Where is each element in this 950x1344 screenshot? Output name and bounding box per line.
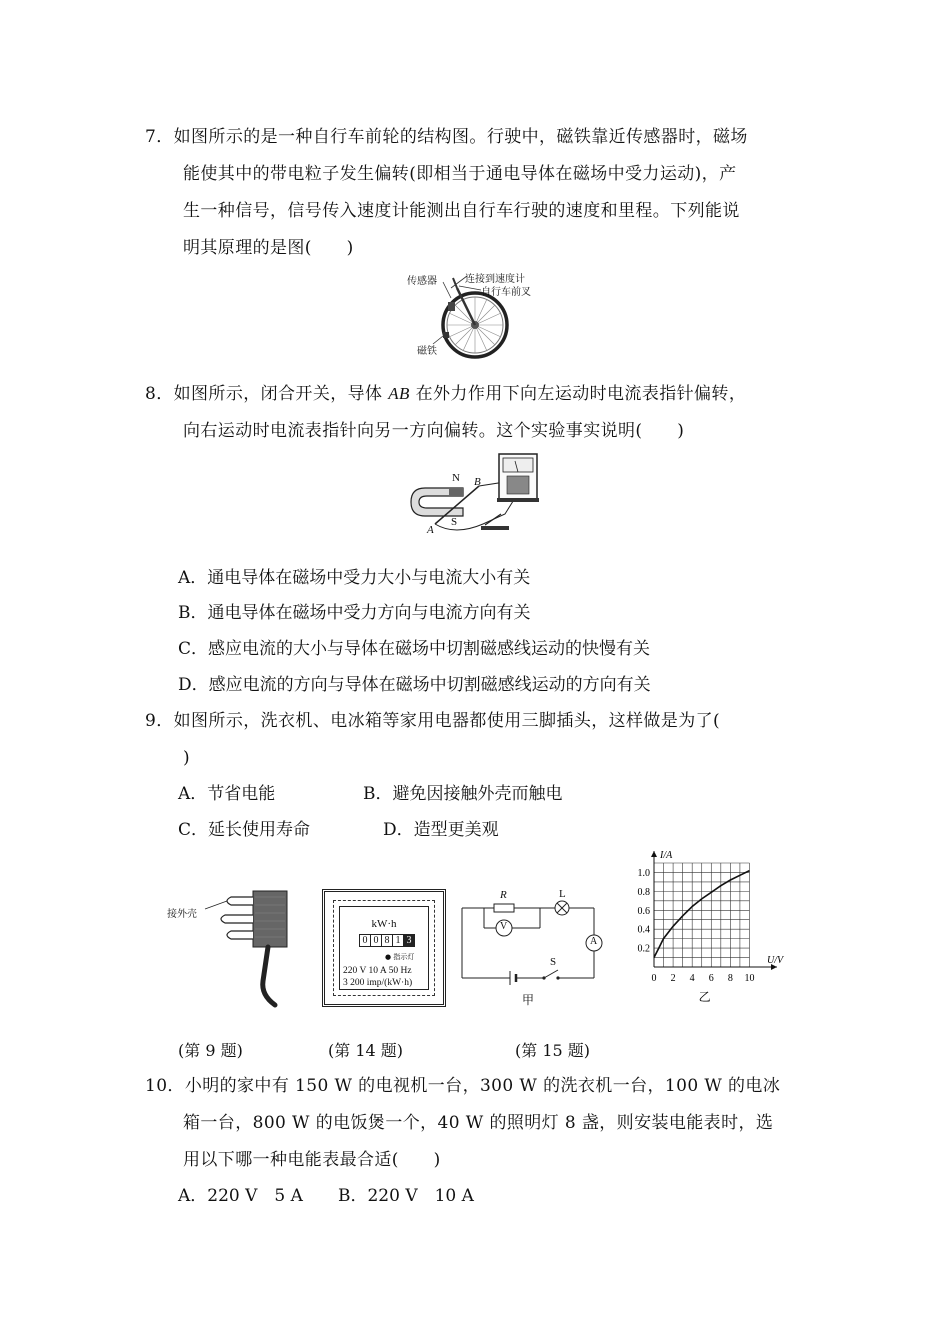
meter-spec-1: 220 V 10 A 50 Hz — [343, 966, 412, 976]
bicycle-wheel-figure — [405, 268, 555, 360]
magnet-n-label: N — [452, 472, 460, 484]
x-tick-label: 4 — [689, 973, 695, 984]
meter-spec-2: 3 200 imp/(kW·h) — [343, 978, 413, 988]
q8-option-a: A．通电导体在磁场中受力大小与电流大小有关 — [178, 568, 531, 588]
x-tick-label: 6 — [708, 973, 714, 984]
induction-experiment-figure — [405, 452, 545, 540]
circuit-diagram-figure — [458, 884, 608, 1010]
x-tick-label: 10 — [744, 973, 755, 984]
front-fork-label: 自行车前叉 — [481, 287, 531, 298]
caption-q9: (第 9 题) — [178, 1041, 243, 1060]
q10-option-b: B．220 V 10 A — [338, 1186, 474, 1206]
iu-chart-figure — [628, 845, 788, 1010]
circuit-caption: 甲 — [522, 993, 535, 1007]
three-pin-plug-figure — [165, 885, 300, 1010]
switch-s-label: S — [550, 956, 557, 968]
q8-line-1-a: 8．如图所示，闭合开关，导体 — [145, 384, 389, 404]
meter-digit: 1 — [393, 935, 404, 946]
meter-unit: kW·h — [371, 918, 397, 930]
caption-q14: (第 14 题) — [328, 1041, 404, 1060]
iu-chart-svg — [628, 845, 788, 1010]
meter-digit-decimal: 3 — [404, 935, 414, 946]
q10-line-3: 用以下哪一种电能表最合适( ) — [183, 1150, 441, 1170]
caption-q15: (第 15 题) — [515, 1041, 591, 1060]
lamp-l-label: L — [559, 888, 566, 900]
q10-line-2: 箱一台，800 W 的电饭煲一个，40 W 的照明灯 8 盏，则安装电能表时，选 — [183, 1113, 774, 1133]
q7-line-3: 生一种信号，信号传入速度计能测出自行车行驶的速度和里程。下列能说 — [183, 201, 740, 221]
magnet-label: 磁铁 — [417, 346, 437, 357]
magnet-s-label: S — [451, 516, 458, 528]
q9-option-b: B．避免因接触外壳而触电 — [363, 784, 563, 804]
sensor-label: 传感器 — [407, 276, 437, 287]
y-tick-label: 0.8 — [637, 886, 650, 898]
q9-line-1: 9．如图所示，洗衣机、电冰箱等家用电器都使用三脚插头，这样做是为了( — [145, 711, 721, 731]
x-axis-label: U/V — [767, 955, 784, 966]
outer-shell-label: 接外壳 — [167, 909, 197, 920]
q8-line-2: 向右运动时电流表指针向另一方向偏转。这个实验事实说明( ) — [183, 421, 685, 441]
q8-option-c: C．感应电流的大小与导体在磁场中切割磁感线运动的快慢有关 — [178, 639, 651, 659]
q8-conductor-ab: AB — [388, 384, 410, 403]
ammeter-a-label: A — [590, 936, 598, 947]
conductor-b-label: B — [474, 476, 481, 488]
x-tick-label: 2 — [670, 973, 676, 984]
q9-option-d: D．造型更美观 — [383, 820, 499, 840]
q10-line-1: 10．小明的家中有 150 W 的电视机一台，300 W 的洗衣机一台，100 W 的电冰 — [145, 1076, 781, 1096]
connect-speedometer-label: 连接到速度计 — [465, 274, 525, 285]
resistor-r-label: R — [500, 889, 507, 901]
meter-digit: 0 — [360, 935, 371, 946]
conductor-a-label: A — [427, 524, 434, 536]
q9-line-2: ) — [183, 748, 191, 768]
meter-digits — [359, 934, 415, 947]
q7-line-2: 能使其中的带电粒子发生偏转(即相当于通电导体在磁场中受力运动)，产 — [183, 164, 737, 184]
q7-line-1: 7．如图所示的是一种自行车前轮的结构图。行驶中，磁铁靠近传感器时，磁场 — [145, 127, 748, 147]
x-tick-label: 8 — [727, 973, 733, 984]
chart-caption: 乙 — [698, 990, 711, 1004]
q8-line-1 — [145, 382, 746, 406]
meter-digit: 0 — [371, 935, 382, 946]
q10-option-a: A．220 V 5 A — [178, 1186, 303, 1206]
y-tick-label: 0.6 — [637, 905, 650, 917]
meter-indicator-light: ● 指示灯 — [385, 953, 415, 961]
y-tick-label: 0.4 — [637, 924, 650, 936]
y-tick-label: 1.0 — [637, 867, 650, 879]
x-tick-label: 0 — [651, 973, 657, 984]
y-tick-label: 0.2 — [637, 943, 650, 955]
q8-option-d: D．感应电流的方向与导体在磁场中切割磁感线运动的方向有关 — [178, 675, 651, 695]
voltmeter-v-label: V — [500, 921, 508, 932]
q9-option-c: C．延长使用寿命 — [178, 820, 311, 840]
q9-option-a: A．节省电能 — [178, 784, 276, 804]
q8-line-1-b: 在外力作用下向左运动时电流表指针偏转， — [409, 384, 747, 404]
y-axis-arrow — [651, 851, 657, 857]
y-axis-label: I/A — [660, 850, 673, 861]
meter-digit: 8 — [382, 935, 393, 946]
q7-line-4: 明其原理的是图( ) — [183, 238, 354, 258]
q8-option-b: B．通电导体在磁场中受力方向与电流方向有关 — [178, 603, 531, 623]
energy-meter-figure — [322, 889, 446, 1007]
